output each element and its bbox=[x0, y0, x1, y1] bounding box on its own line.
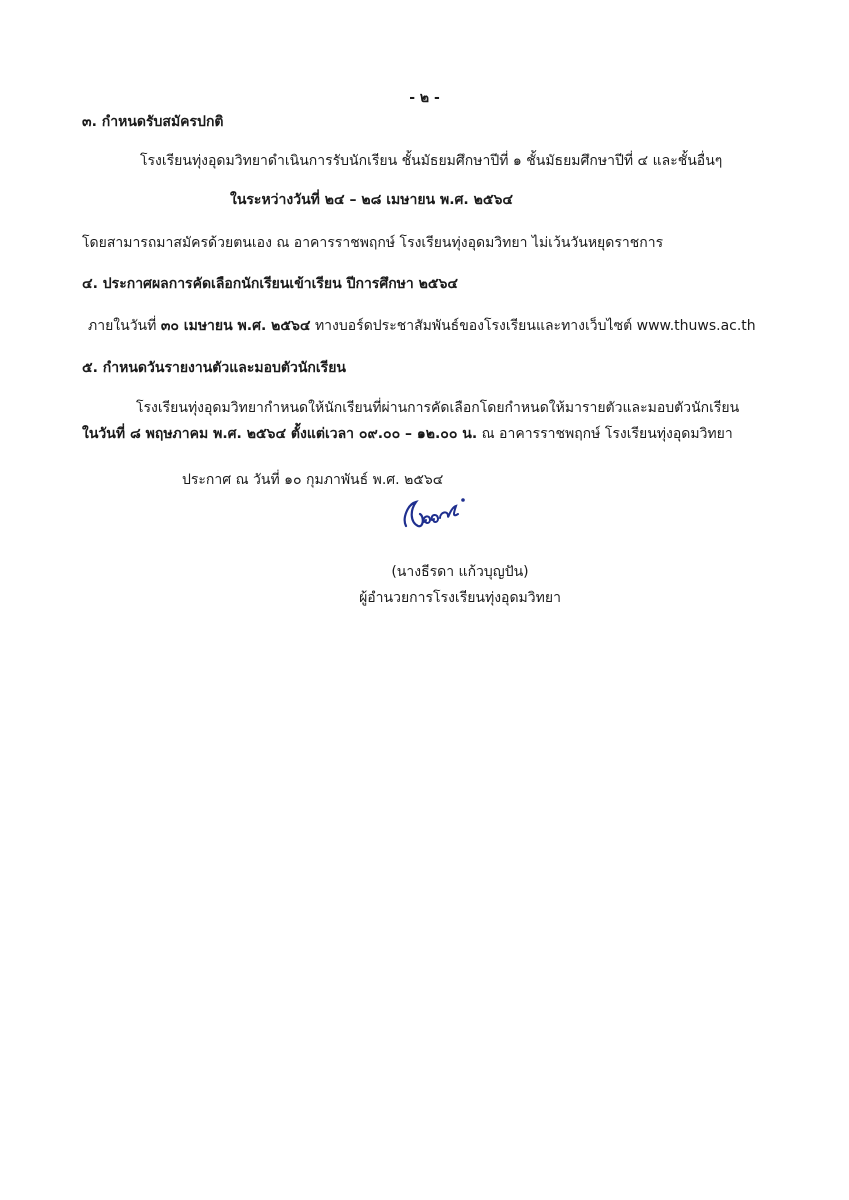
section4-line bbox=[88, 316, 756, 336]
signer-name: (นางธีรดา แก้วบุญปัน) bbox=[391, 564, 529, 580]
section5-paragraph: โรงเรียนทุ่งอุดมวิทยากำหนดให้นักเรียนที่ผ่านการคัดเลือกโดยกำหนดให้มารายตัวและมอบตัวนักเรียน bbox=[136, 400, 740, 416]
section4-suffix: ทางบอร์ดประชาสัมพันธ์ของโรงเรียนและทางเว็บไซต์ www.thuws.ac.th bbox=[310, 318, 756, 334]
section5-location: ณ อาคารราชพฤกษ์ โรงเรียนทุ่งอุดมวิทยา bbox=[477, 426, 733, 442]
section5-date: ในวันที่ ๘ พฤษภาคม พ.ศ. ๒๕๖๔ ตั้งแต่เวลา ๐๙.๐๐ – ๑๒.๐๐ น. bbox=[82, 426, 478, 442]
section5-heading: ๕. กำหนดวันรายงานตัวและมอบตัวนักเรียน bbox=[82, 360, 346, 376]
section3-paragraph: โรงเรียนทุ่งอุดมวิทยาดำเนินการรับนักเรียน ชั้นมัธยมศึกษาปีที่ ๑ ชั้นมัธยมศึกษาปีที่ ๔ และชั้นอื่นๆ bbox=[140, 153, 723, 169]
signer-title: ผู้อำนวยการโรงเรียนทุ่งอุดมวิทยา bbox=[359, 590, 561, 606]
section4-prefix: ภายในวันที่ bbox=[88, 318, 161, 334]
section4-date: ๓๐ เมษายน พ.ศ. ๒๕๖๔ bbox=[160, 318, 311, 334]
announcement-date: ประกาศ ณ วันที่ ๑๐ กุมภาพันธ์ พ.ศ. ๒๕๖๔ bbox=[182, 472, 444, 488]
section5-date-line bbox=[82, 424, 733, 444]
section4-heading: ๔. ประกาศผลการคัดเลือกนักเรียนเข้าเรียน ปีการศึกษา ๒๕๖๔ bbox=[82, 276, 458, 292]
page-number: - ๒ - bbox=[409, 90, 440, 106]
section3-location: โดยสามารถมาสมัครด้วยตนเอง ณ อาคารราชพฤกษ์ โรงเรียนทุ่งอุดมวิทยา ไม่เว้นวันหยุดราชการ bbox=[82, 235, 664, 251]
section3-heading: ๓. กำหนดรับสมัครปกติ bbox=[82, 114, 224, 130]
section3-dates: ในระหว่างวันที่ ๒๔ – ๒๘ เมษายน พ.ศ. ๒๕๖๔ bbox=[230, 192, 513, 208]
signature-image bbox=[400, 488, 470, 538]
